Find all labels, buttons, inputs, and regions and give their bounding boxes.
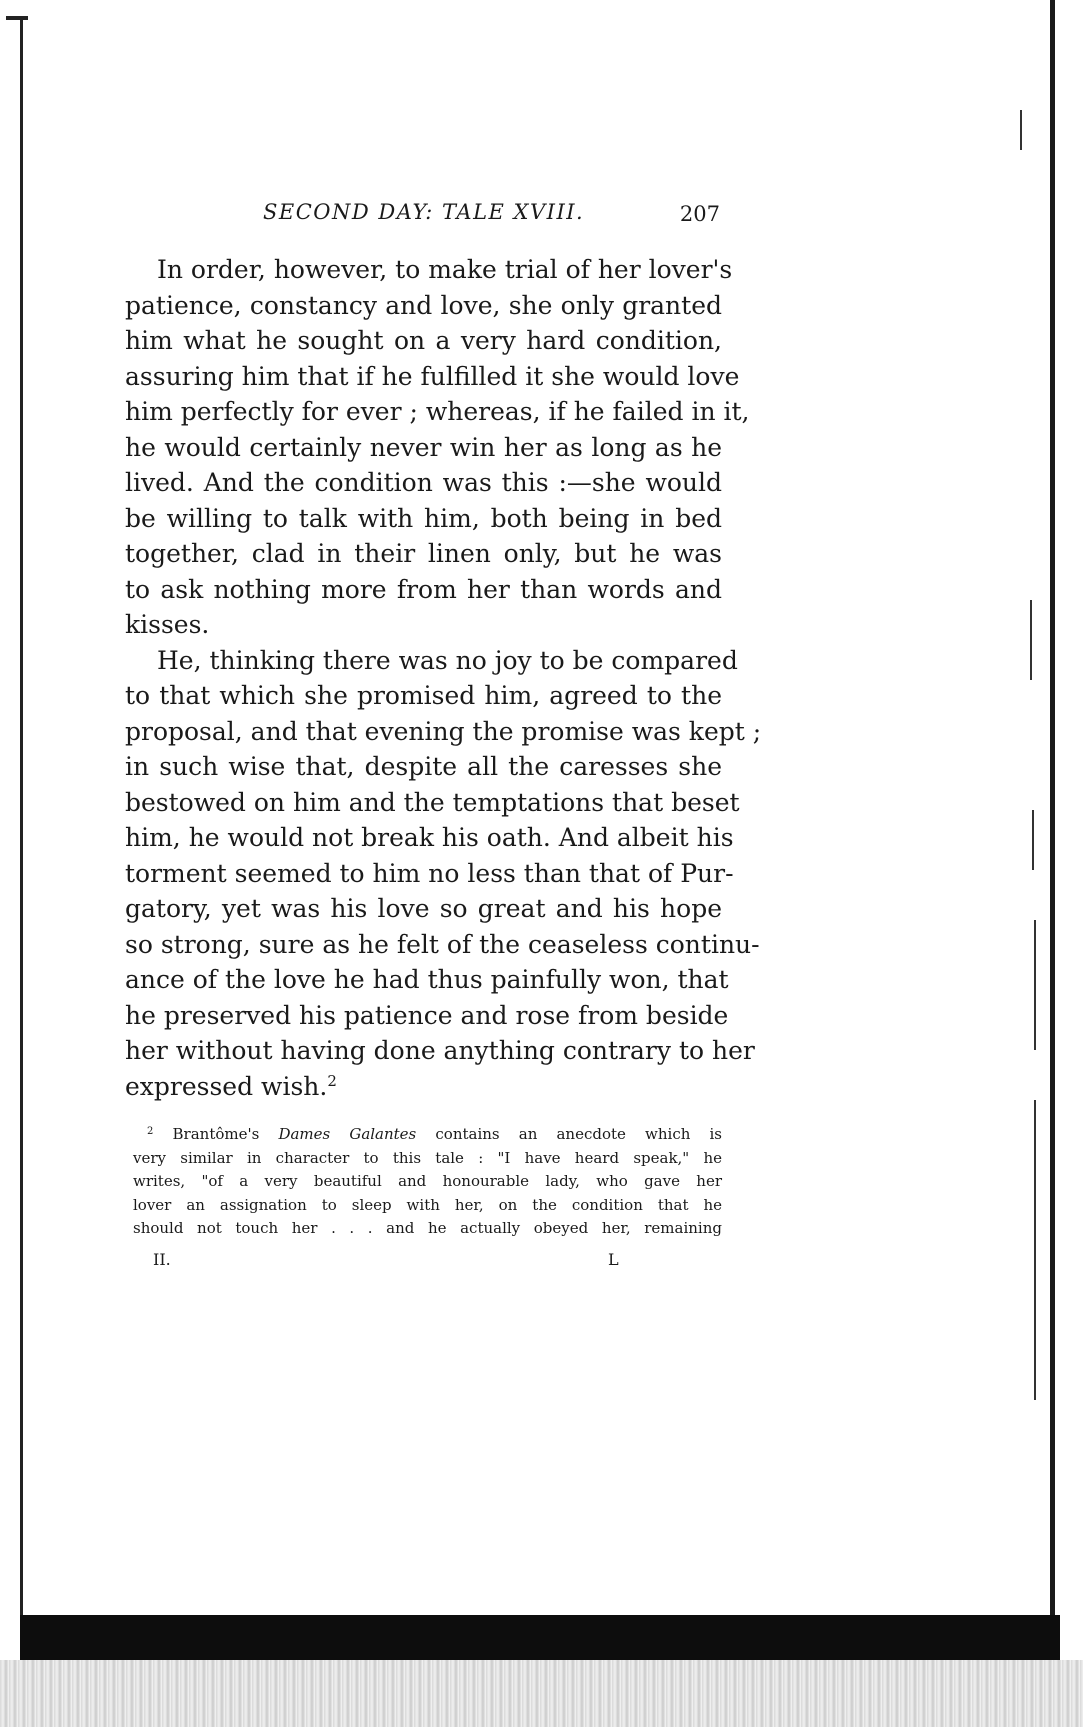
text-line-content: expressed wish.	[125, 1071, 328, 1101]
left-scan-edge-cap	[6, 16, 28, 20]
footnote-reference: 2	[327, 1071, 337, 1090]
text-line: assuring him that if he fulfilled it she would love	[125, 361, 740, 391]
text-line: kisses.	[125, 610, 210, 639]
text-line: In order, however, to make trial of her lover's	[157, 255, 733, 284]
text-line: so strong, sure as he felt of the ceaseless continu-	[125, 929, 760, 959]
right-scan-edge	[1050, 0, 1055, 1660]
text-line: he preserved his patience and rose from beside	[125, 1000, 729, 1030]
text-line: him, he would not break his oath. And albeit his	[125, 823, 734, 852]
body-text	[125, 252, 762, 1104]
text-line: him perfectly for ever ; whereas, if he failed in it,	[125, 397, 750, 426]
footnote-title: Dames Galantes	[278, 1125, 417, 1143]
text-line: be willing to talk with him, both being in bed	[125, 503, 722, 533]
text-line: her without having done anything contrary to her	[125, 1036, 755, 1065]
footnote-prefix: Brantôme's	[172, 1125, 260, 1143]
paragraph-1	[125, 252, 750, 643]
page-number: 207	[679, 202, 720, 226]
signature-marks	[153, 1250, 653, 1274]
text-line: together, clad in their linen only, but he was	[125, 539, 722, 568]
sheet-signature: L	[608, 1250, 619, 1269]
footnote-line: lover an assignation to sleep with her, on the condition that he	[133, 1195, 722, 1214]
footnote	[133, 1123, 722, 1241]
text-line: to that which she promised him, agreed to the	[125, 681, 722, 710]
text-line-last	[125, 1069, 722, 1105]
text-line: torment seemed to him no less than that of Pur-	[125, 858, 734, 888]
footnote-line	[133, 1123, 722, 1147]
volume-signature: II.	[153, 1250, 171, 1269]
text-line: to ask nothing more from her than words and	[125, 574, 722, 604]
text-line: He, thinking there was no joy to be compared	[157, 645, 738, 675]
text-line: bestowed on him and the temptations that beset	[125, 787, 740, 817]
running-head	[120, 200, 720, 230]
footnote-line: writes, "of a very beautiful and honourable lady, who gave her	[133, 1172, 722, 1190]
right-binding-marks	[1020, 0, 1040, 1560]
left-scan-edge	[20, 20, 23, 1650]
text-line: he would certainly never win her as long as he	[125, 432, 722, 462]
footnote-suffix: contains an anecdote which is	[435, 1125, 723, 1143]
bottom-scan-bar	[20, 1615, 1060, 1660]
text-line: gatory, yet was his love so great and his hope	[125, 894, 722, 923]
text-line: lived. And the condition was this :—she would	[125, 468, 722, 497]
footnote-line: very similar in character to this tale : "I have heard speak," he	[133, 1148, 722, 1167]
footnote-line: should not touch her . . . and he actually obeyed her, remaining	[133, 1219, 722, 1237]
text-line: ance of the love he had thus painfully won, that	[125, 965, 729, 994]
text-line: proposal, and that evening the promise was kept ;	[125, 716, 762, 746]
footnote-marker: 2	[147, 1126, 154, 1137]
text-line: in such wise that, despite all the caresses she	[125, 752, 722, 781]
text-line: patience, constancy and love, she only granted	[125, 290, 722, 320]
bottom-scan-noise	[0, 1660, 1083, 1727]
running-title: SECOND DAY: TALE XVIII.	[263, 200, 585, 224]
text-line: him what he sought on a very hard condition,	[125, 326, 722, 355]
paragraph-2	[125, 643, 762, 1105]
